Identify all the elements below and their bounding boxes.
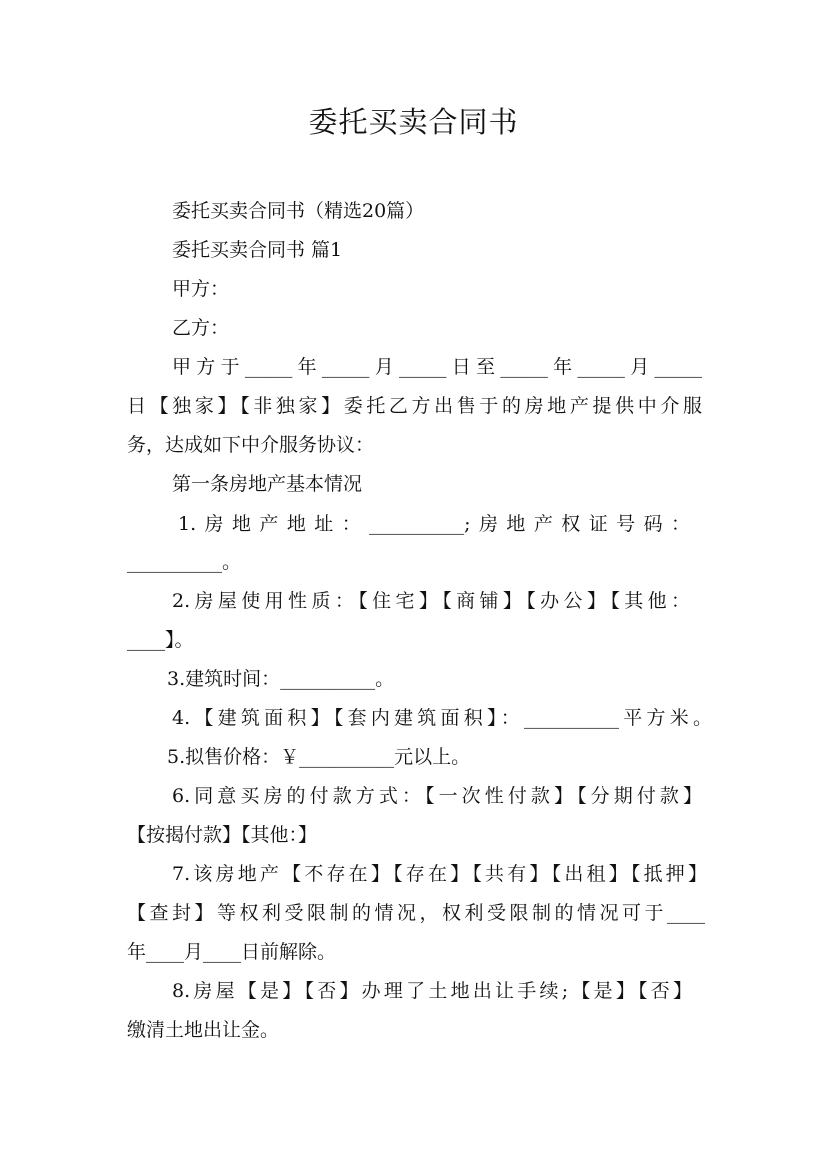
clause-line: 8.房屋【是】【否】办理了土地出让手续;【是】【否】 — [172, 980, 692, 1002]
clause-line: 6.同意买房的付款方式：【一次性付款】【分期付款】 — [172, 785, 702, 807]
paragraph-line: 日【独家】【非独家】委托乙方出售于的房地产提供中介服 — [127, 395, 702, 417]
section-heading: 委托买卖合同书 篇1 — [172, 239, 343, 261]
clause-line: 年____月____日前解除。 — [127, 941, 337, 963]
clause-line: ____】。 — [127, 629, 194, 651]
clause-line: 5.拟售价格：￥__________元以上。 — [167, 746, 471, 768]
clause-line: 【按揭付款】【其他：】 — [127, 824, 318, 846]
clause-line: 3.建筑时间：__________。 — [167, 668, 395, 690]
clause-line: __________。 — [127, 551, 242, 573]
clause-line: 【查封】等权利受限制的情况，权利受限制的情况可于____ — [127, 902, 705, 924]
document-title: 委托买卖合同书 — [308, 105, 519, 139]
clause-line: 7.该房地产【不存在】【存在】【共有】【出租】【抵押】 — [172, 863, 707, 885]
party-a-line: 甲方： — [172, 278, 230, 300]
clause-line: 缴清土地出让金。 — [127, 1019, 280, 1041]
paragraph-line: 甲方于_____年_____月_____日至_____年_____月_____ — [172, 356, 702, 378]
subtitle-line: 委托买卖合同书（精选20篇） — [172, 200, 425, 222]
clause-line: 4.【建筑面积】【套内建筑面积】：__________平方米。 — [172, 707, 712, 729]
article-heading: 第一条房地产基本情况 — [172, 473, 363, 495]
party-b-line: 乙方： — [172, 317, 230, 339]
clause-line: 2.房屋使用性质：【住宅】【商铺】【办公】【其他： — [172, 590, 690, 612]
clause-line: 1.房地产地址：__________;房地产权证号码： — [178, 513, 690, 535]
paragraph-line: 务，达成如下中介服务协议： — [127, 434, 375, 456]
